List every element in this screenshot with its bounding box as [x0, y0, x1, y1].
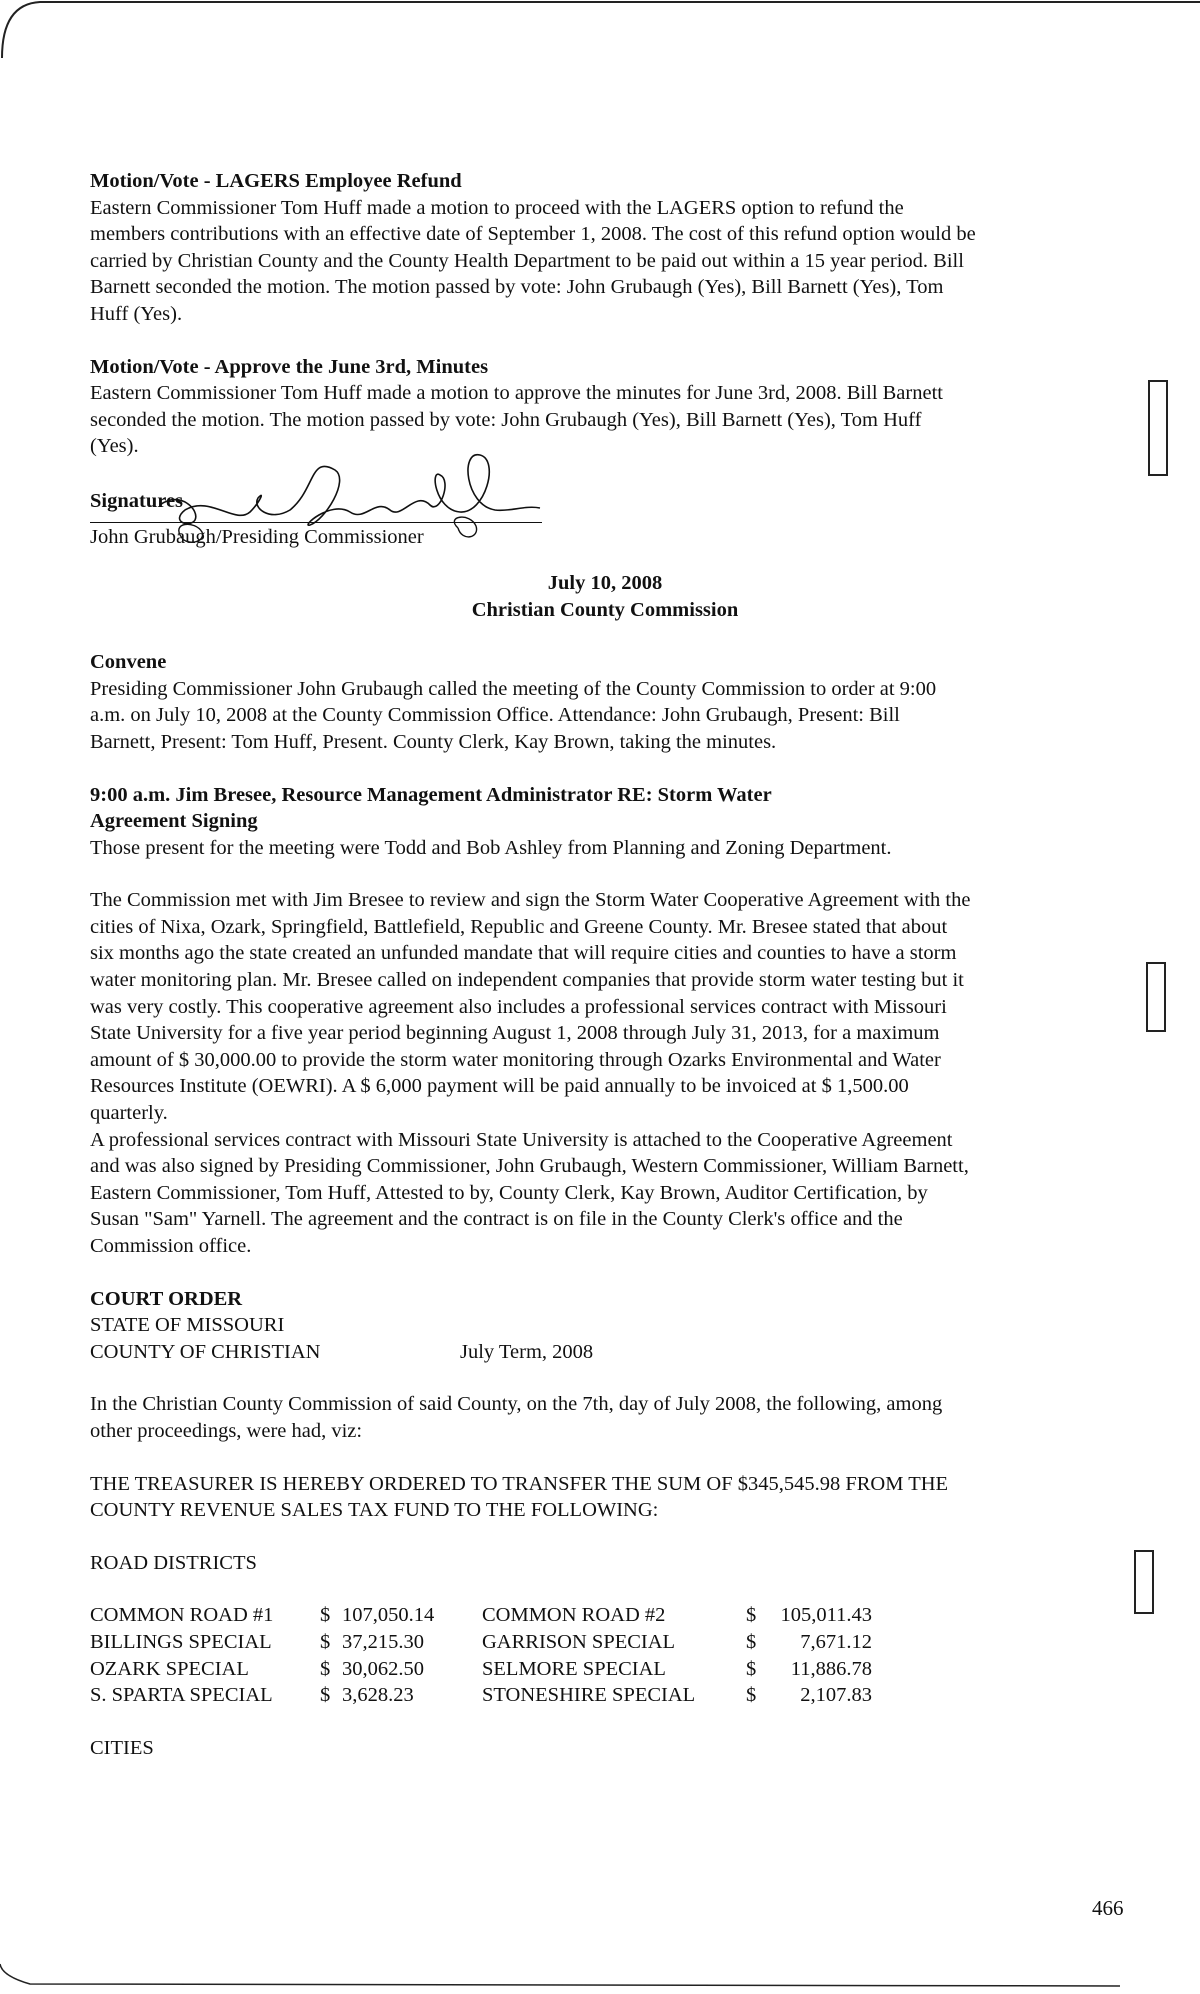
convene-line: a.m. on July 10, 2008 at the County Commission Office. Attendance: John Grubaugh, Present: Bill [90, 704, 900, 727]
court-order-section [90, 1286, 1120, 1762]
lagers-line: carried by Christian County and the County Health Department to be paid out within a 15 year period. Bill [90, 249, 964, 272]
amount-value: 2,107.83 [800, 1684, 872, 1707]
district-amount [320, 1656, 482, 1683]
minutes-line: (Yes). [90, 435, 139, 458]
storm-para1-line: water monitoring plan. Mr. Bresee called on independent companies that provide storm water testing but it [90, 969, 964, 992]
district-name: STONESHIRE SPECIAL [482, 1684, 696, 1707]
lagers-line: Huff (Yes). [90, 302, 183, 325]
road-districts-table [90, 1602, 896, 1708]
storm-para2-line: Eastern Commissioner, Tom Huff, Attested to by, County Clerk, Kay Brown, Auditor Certification, by [90, 1181, 928, 1204]
table-row [90, 1602, 896, 1629]
district-amount [746, 1629, 896, 1656]
convene-section [90, 649, 1120, 755]
convene-line: Barnett, Present: Tom Huff, Present. County Clerk, Kay Brown, taking the minutes. [90, 730, 777, 753]
currency-symbol: $ [746, 1657, 757, 1680]
court-order-county-row [90, 1339, 1120, 1366]
storm-heading: 9:00 a.m. Jim Bresee, Resource Management Administrator RE: Storm Water [90, 783, 772, 806]
district-name: GARRISON SPECIAL [482, 1630, 676, 1653]
district-name: OZARK SPECIAL [90, 1657, 249, 1680]
district-amount [746, 1656, 896, 1683]
district-amount [320, 1602, 482, 1629]
district-name: BILLINGS SPECIAL [90, 1630, 272, 1653]
amount-value: 30,062.50 [342, 1657, 424, 1680]
district-name: S. SPARTA SPECIAL [90, 1684, 273, 1707]
court-order-term: July Term, 2008 [460, 1340, 594, 1363]
margin-bracket-mark [1146, 962, 1166, 1032]
storm-para1-line: was very costly. This cooperative agreement also includes a professional services contract with Missouri [90, 995, 947, 1018]
minutes-heading: Motion/Vote - Approve the June 3rd, Minutes [90, 355, 489, 378]
storm-para1-line: quarterly. [90, 1102, 168, 1125]
amount-value: 3,628.23 [342, 1684, 414, 1707]
court-order-directive: COUNTY REVENUE SALES TAX FUND TO THE FOLLOWING: [90, 1499, 659, 1522]
amount-value: 7,671.12 [800, 1630, 872, 1653]
meeting-date: July 10, 2008 [547, 571, 663, 594]
district-name: COMMON ROAD #2 [482, 1604, 666, 1627]
convene-line: Presiding Commissioner John Grubaugh called the meeting of the County Commission to order at 9:00 [90, 677, 937, 700]
storm-para1-line: State University for a five year period beginning August 1, 2008 through July 31, 2013, for a maximum [90, 1022, 940, 1045]
amount-value: 37,215.30 [342, 1630, 424, 1653]
table-row [90, 1656, 896, 1683]
lagers-line: Barnett seconded the motion. The motion passed by vote: John Grubaugh (Yes), Bill Barnett (Yes), Tom [90, 276, 944, 299]
lagers-line: members contributions with an effective date of September 1, 2008. The cost of this refund option would be [90, 223, 976, 246]
district-amount [320, 1629, 482, 1656]
currency-symbol: $ [320, 1604, 331, 1627]
page-number: 466 [1092, 1896, 1124, 1920]
lagers-line: Eastern Commissioner Tom Huff made a motion to proceed with the LAGERS option to refund the [90, 196, 904, 219]
court-order-proceedings: In the Christian County Commission of said County, on the 7th, day of July 2008, the following, among [90, 1393, 943, 1416]
minutes-section [90, 354, 1120, 460]
storm-para2-line: Commission office. [90, 1235, 252, 1257]
storm-para2-line: and was also signed by Presiding Commissioner, John Grubaugh, Western Commissioner, William Barnett, [90, 1155, 969, 1178]
storm-water-section [90, 782, 1120, 1260]
currency-symbol: $ [320, 1630, 331, 1653]
storm-heading: Agreement Signing [90, 810, 258, 833]
signature-block [90, 460, 1120, 556]
cities-label: CITIES [90, 1736, 154, 1759]
lagers-section [90, 168, 1120, 328]
court-order-state: STATE OF MISSOURI [90, 1314, 285, 1337]
storm-para1-line: amount of $ 30,000.00 to provide the storm water monitoring through Ozarks Environmental and Water [90, 1048, 941, 1071]
minutes-line: seconded the motion. The motion passed by vote: John Grubaugh (Yes), Bill Barnett (Yes), Tom Huff [90, 408, 922, 431]
court-order-heading: COURT ORDER [90, 1287, 243, 1310]
storm-para2-line: Susan "Sam" Yarnell. The agreement and the contract is on file in the County Clerk's office and the [90, 1208, 903, 1231]
court-order-directive: THE TREASURER IS HEREBY ORDERED TO TRANSFER THE SUM OF $345,545.98 FROM THE [90, 1472, 949, 1495]
lagers-heading: Motion/Vote - LAGERS Employee Refund [90, 170, 462, 192]
signature-line [90, 522, 542, 523]
district-amount [746, 1602, 896, 1629]
district-name: SELMORE SPECIAL [482, 1657, 666, 1680]
currency-symbol: $ [320, 1657, 331, 1680]
convene-heading: Convene [90, 651, 167, 674]
margin-bracket-mark [1148, 380, 1168, 476]
margin-bracket-mark [1134, 1550, 1154, 1614]
amount-value: 11,886.78 [790, 1657, 872, 1680]
currency-symbol: $ [746, 1684, 757, 1707]
district-amount [320, 1682, 482, 1709]
storm-para1-line: six months ago the state created an unfunded mandate that will require cities and counties to have a storm [90, 942, 957, 965]
document-body [90, 168, 1120, 1761]
table-row [90, 1682, 896, 1709]
table-row [90, 1629, 896, 1656]
meeting-body: Christian County Commission [471, 598, 739, 621]
minutes-line: Eastern Commissioner Tom Huff made a motion to approve the minutes for June 3rd, 2008. Bill Barnett [90, 382, 943, 405]
road-districts-label: ROAD DISTRICTS [90, 1551, 257, 1574]
district-name: COMMON ROAD #1 [90, 1604, 274, 1627]
storm-intro: Those present for the meeting were Todd and Bob Ashley from Planning and Zoning Department. [90, 836, 892, 859]
currency-symbol: $ [320, 1684, 331, 1707]
currency-symbol: $ [746, 1604, 757, 1627]
amount-value: 107,050.14 [342, 1604, 435, 1627]
page-edge-bottom [0, 1960, 1200, 1994]
storm-para1-line: Resources Institute (OEWRI). A $ 6,000 payment will be paid annually to be invoiced at $ 1,500.00 [90, 1075, 909, 1098]
currency-symbol: $ [746, 1630, 757, 1653]
signatures-label: Signatures [90, 489, 184, 512]
storm-para1-line: cities of Nixa, Ozark, Springfield, Battlefield, Republic and Greene County. Mr. Bresee stated that about [90, 915, 948, 938]
storm-para1-line: The Commission met with Jim Bresee to review and sign the Storm Water Cooperative Agreement with the [90, 889, 971, 912]
district-amount [746, 1682, 896, 1709]
storm-para2-line: A professional services contract with Missouri State University is attached to the Cooperative Agreement [90, 1128, 953, 1151]
court-order-county: COUNTY OF CHRISTIAN [90, 1340, 321, 1363]
signature-name: John Grubaugh/Presiding Commissioner [90, 525, 424, 548]
court-order-proceedings: other proceedings, were had, viz: [90, 1419, 363, 1442]
amount-value: 105,011.43 [780, 1604, 872, 1627]
page-edge-top [0, 0, 1200, 60]
